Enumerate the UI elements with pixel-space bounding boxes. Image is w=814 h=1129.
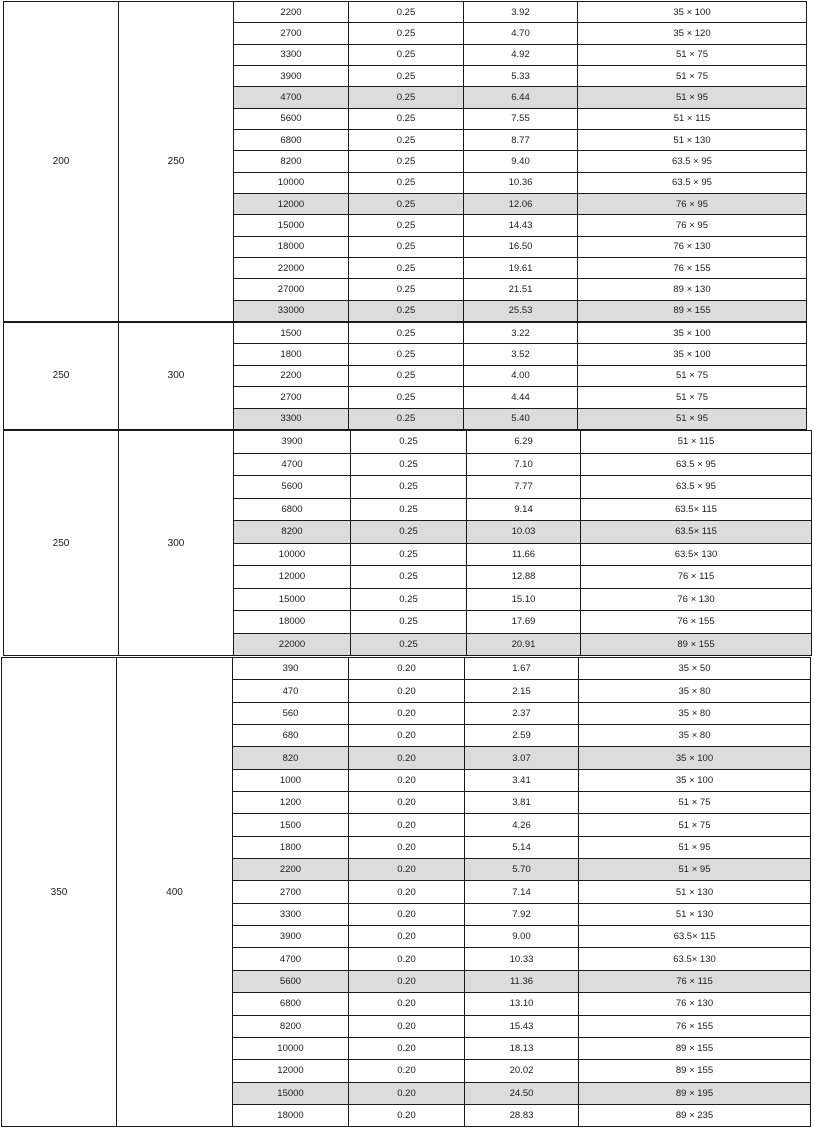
- table-cell: 5.40: [464, 408, 578, 429]
- group-value-2: 300: [119, 431, 234, 656]
- table-cell: 20.91: [467, 633, 581, 656]
- table-cell: 51 × 75: [578, 387, 807, 408]
- table-cell: 89 × 235: [579, 1104, 811, 1126]
- table-cell: 0.25: [351, 431, 467, 454]
- group-value-1: 200: [4, 2, 119, 322]
- table-cell: 24.50: [465, 1082, 579, 1104]
- table-cell: 0.20: [349, 1015, 465, 1037]
- table-cell: 0.20: [349, 680, 465, 702]
- table-cell: 14.43: [464, 215, 578, 236]
- table-cell: 7.77: [467, 476, 581, 499]
- table-cell: 35 × 100: [579, 747, 811, 769]
- table-cell: 1000: [233, 769, 349, 791]
- table-cell: 0.25: [349, 151, 464, 172]
- table-cell: 0.25: [349, 2, 464, 23]
- table-cell: 0.25: [349, 129, 464, 150]
- table-cell: 9.00: [465, 926, 579, 948]
- table-cell: 3300: [234, 44, 349, 65]
- table-cell: 10.33: [465, 948, 579, 970]
- table-cell: 51 × 115: [581, 431, 812, 454]
- group-value-2: 300: [119, 323, 234, 430]
- table-cell: 17.69: [467, 611, 581, 634]
- table-cell: 1200: [233, 792, 349, 814]
- table-cell: 76 × 115: [579, 970, 811, 992]
- table-cell: 0.20: [349, 859, 465, 881]
- table-cell: 13.10: [465, 993, 579, 1015]
- table-block: [3, 322, 807, 430]
- table-cell: 2700: [234, 387, 349, 408]
- table-cell: 0.25: [349, 365, 464, 386]
- table-cell: 3300: [234, 408, 349, 429]
- table-cell: 11.36: [465, 970, 579, 992]
- table-cell: 0.20: [349, 814, 465, 836]
- table-cell: 12000: [233, 1060, 349, 1082]
- table-cell: 12000: [234, 566, 351, 589]
- table-cell: 63.5 × 95: [581, 476, 812, 499]
- table-cell: 3.41: [465, 769, 579, 791]
- table-cell: 7.14: [465, 881, 579, 903]
- table-cell: 76 × 115: [581, 566, 812, 589]
- table-cell: 0.20: [349, 903, 465, 925]
- table-cell: 76 × 155: [581, 611, 812, 634]
- table-cell: 0.20: [349, 725, 465, 747]
- table-cell: 2.37: [465, 702, 579, 724]
- table-cell: 10.36: [464, 172, 578, 193]
- table-cell: 4700: [234, 87, 349, 108]
- table-cell: 18000: [233, 1104, 349, 1126]
- table-cell: 51 × 75: [578, 365, 807, 386]
- table-cell: 18000: [234, 236, 349, 257]
- table-cell: 51 × 130: [578, 129, 807, 150]
- table-cell: 89 × 155: [578, 300, 807, 321]
- table-cell: 2.59: [465, 725, 579, 747]
- table-cell: 3900: [233, 926, 349, 948]
- table-cell: 0.20: [349, 993, 465, 1015]
- table-cell: 1800: [234, 344, 349, 365]
- table-cell: 35 × 100: [579, 769, 811, 791]
- table-cell: 2700: [234, 23, 349, 44]
- table-cell: 9.40: [464, 151, 578, 172]
- table-cell: 22000: [234, 257, 349, 278]
- table-cell: 1800: [233, 836, 349, 858]
- table-cell: 8.77: [464, 129, 578, 150]
- table-cell: 4.92: [464, 44, 578, 65]
- table-cell: 0.25: [351, 476, 467, 499]
- table-cell: 470: [233, 680, 349, 702]
- table-cell: 20.02: [465, 1060, 579, 1082]
- table-block: [3, 430, 812, 656]
- table-cell: 35 × 100: [578, 344, 807, 365]
- table-cell: 0.20: [349, 1037, 465, 1059]
- table-cell: 51 × 130: [579, 903, 811, 925]
- table-cell: 820: [233, 747, 349, 769]
- group-value-1: 250: [4, 323, 119, 430]
- group-value-2: 400: [117, 658, 233, 1127]
- table-cell: 0.20: [349, 1060, 465, 1082]
- table-cell: 6800: [234, 498, 351, 521]
- table-cell: 76 × 130: [578, 236, 807, 257]
- table-cell: 6800: [233, 993, 349, 1015]
- table-cell: 0.25: [351, 588, 467, 611]
- table-cell: 0.25: [349, 408, 464, 429]
- table-cell: 27000: [234, 279, 349, 300]
- table-cell: 12.88: [467, 566, 581, 589]
- table-cell: 33000: [234, 300, 349, 321]
- table-cell: 51 × 75: [579, 792, 811, 814]
- table-cell: 89 × 155: [579, 1060, 811, 1082]
- table-cell: 7.55: [464, 108, 578, 129]
- table-cell: 4700: [233, 948, 349, 970]
- table-cell: 0.25: [349, 65, 464, 86]
- table-cell: 0.25: [349, 300, 464, 321]
- table-cell: 15000: [234, 215, 349, 236]
- table-cell: 4.70: [464, 23, 578, 44]
- table-cell: 12000: [234, 193, 349, 214]
- table-cell: 0.25: [349, 108, 464, 129]
- table-cell: 10000: [233, 1037, 349, 1059]
- table-row: [4, 2, 807, 23]
- table-block: [1, 657, 811, 1127]
- table-cell: 89 × 155: [581, 633, 812, 656]
- table-cell: 0.25: [349, 387, 464, 408]
- table-cell: 0.25: [349, 172, 464, 193]
- table-cell: 3300: [233, 903, 349, 925]
- table-cell: 10000: [234, 172, 349, 193]
- table-cell: 51 × 95: [578, 87, 807, 108]
- table-cell: 89 × 155: [579, 1037, 811, 1059]
- table-cell: 51 × 75: [578, 65, 807, 86]
- table-cell: 15.10: [467, 588, 581, 611]
- table-cell: 76 × 130: [581, 588, 812, 611]
- table-cell: 11.66: [467, 543, 581, 566]
- table-cell: 2700: [233, 881, 349, 903]
- table-cell: 63.5× 115: [579, 926, 811, 948]
- table-cell: 3.22: [464, 323, 578, 344]
- table-cell: 0.20: [349, 702, 465, 724]
- table-cell: 76 × 155: [579, 1015, 811, 1037]
- table-row: [2, 658, 811, 680]
- table-cell: 63.5× 130: [579, 948, 811, 970]
- table-cell: 4700: [234, 453, 351, 476]
- table-cell: 5600: [234, 476, 351, 499]
- table-cell: 35 × 120: [578, 23, 807, 44]
- table-cell: 28.83: [465, 1104, 579, 1126]
- table-cell: 680: [233, 725, 349, 747]
- table-cell: 0.20: [349, 1104, 465, 1126]
- table-cell: 3.07: [465, 747, 579, 769]
- table-cell: 5.70: [465, 859, 579, 881]
- table-cell: 0.25: [349, 87, 464, 108]
- table-cell: 63.5 × 95: [578, 151, 807, 172]
- table-cell: 51 × 130: [579, 881, 811, 903]
- table-cell: 0.25: [349, 279, 464, 300]
- group-value-1: 250: [4, 431, 119, 656]
- table-cell: 0.20: [349, 926, 465, 948]
- table-cell: 4.26: [465, 814, 579, 836]
- table-cell: 4.44: [464, 387, 578, 408]
- table-row: [4, 431, 812, 454]
- table-cell: 12.06: [464, 193, 578, 214]
- table-cell: 51 × 75: [578, 44, 807, 65]
- table-cell: 0.25: [351, 521, 467, 544]
- table-cell: 0.20: [349, 769, 465, 791]
- table-cell: 35 × 100: [578, 2, 807, 23]
- table-cell: 3.92: [464, 2, 578, 23]
- table-cell: 10000: [234, 543, 351, 566]
- table-cell: 15000: [234, 588, 351, 611]
- table-cell: 0.25: [351, 543, 467, 566]
- table-cell: 1500: [233, 814, 349, 836]
- table-cell: 51 × 95: [579, 859, 811, 881]
- table-cell: 0.25: [351, 633, 467, 656]
- table-cell: 7.10: [467, 453, 581, 476]
- table-cell: 25.53: [464, 300, 578, 321]
- table-cell: 4.00: [464, 365, 578, 386]
- table-cell: 63.5× 115: [581, 498, 812, 521]
- table-cell: 51 × 95: [579, 836, 811, 858]
- table-cell: 8200: [234, 151, 349, 172]
- table-cell: 89 × 130: [578, 279, 807, 300]
- table-cell: 5.33: [464, 65, 578, 86]
- table-cell: 0.25: [351, 566, 467, 589]
- table-cell: 63.5 × 95: [578, 172, 807, 193]
- table-cell: 0.20: [349, 970, 465, 992]
- table-cell: 76 × 155: [578, 257, 807, 278]
- table-cell: 51 × 115: [578, 108, 807, 129]
- table-cell: 15000: [233, 1082, 349, 1104]
- table-cell: 63.5 × 95: [581, 453, 812, 476]
- table-cell: 35 × 100: [578, 323, 807, 344]
- table-cell: 35 × 50: [579, 658, 811, 680]
- table-cell: 8200: [233, 1015, 349, 1037]
- table-cell: 1.67: [465, 658, 579, 680]
- table-cell: 6800: [234, 129, 349, 150]
- table-block: [3, 1, 807, 322]
- table-cell: 5.14: [465, 836, 579, 858]
- table-cell: 1500: [234, 323, 349, 344]
- table-cell: 3.81: [465, 792, 579, 814]
- table-cell: 35 × 80: [579, 702, 811, 724]
- table-cell: 76 × 95: [578, 193, 807, 214]
- table-cell: 16.50: [464, 236, 578, 257]
- table-cell: 3.52: [464, 344, 578, 365]
- table-cell: 2200: [233, 859, 349, 881]
- table-cell: 22000: [234, 633, 351, 656]
- table-cell: 51 × 75: [579, 814, 811, 836]
- table-cell: 2.15: [465, 680, 579, 702]
- table-cell: 0.20: [349, 948, 465, 970]
- table-cell: 63.5× 115: [581, 521, 812, 544]
- table-cell: 51 × 95: [578, 408, 807, 429]
- table-cell: 0.20: [349, 747, 465, 769]
- table-cell: 0.25: [349, 193, 464, 214]
- table-cell: 5600: [234, 108, 349, 129]
- table-cell: 0.25: [349, 23, 464, 44]
- table-cell: 8200: [234, 521, 351, 544]
- table-cell: 0.25: [349, 323, 464, 344]
- group-value-2: 250: [119, 2, 234, 322]
- table-cell: 3900: [234, 65, 349, 86]
- table-cell: 19.61: [464, 257, 578, 278]
- table-cell: 2200: [234, 2, 349, 23]
- table-cell: 0.20: [349, 1082, 465, 1104]
- table-cell: 0.20: [349, 881, 465, 903]
- table-cell: 0.25: [349, 344, 464, 365]
- table-cell: 390: [233, 658, 349, 680]
- table-cell: 6.29: [467, 431, 581, 454]
- table-cell: 89 × 195: [579, 1082, 811, 1104]
- table-cell: 6.44: [464, 87, 578, 108]
- table-cell: 560: [233, 702, 349, 724]
- table-cell: 0.25: [349, 257, 464, 278]
- table-cell: 76 × 95: [578, 215, 807, 236]
- table-cell: 0.20: [349, 836, 465, 858]
- table-cell: 0.20: [349, 658, 465, 680]
- table-cell: 18.13: [465, 1037, 579, 1059]
- table-cell: 15.43: [465, 1015, 579, 1037]
- table-cell: 0.25: [349, 215, 464, 236]
- group-value-1: 350: [2, 658, 117, 1127]
- table-cell: 21.51: [464, 279, 578, 300]
- table-row: [4, 323, 807, 344]
- table-cell: 5600: [233, 970, 349, 992]
- table-cell: 76 × 130: [579, 993, 811, 1015]
- table-cell: 7.92: [465, 903, 579, 925]
- table-cell: 18000: [234, 611, 351, 634]
- table-cell: 35 × 80: [579, 725, 811, 747]
- table-cell: 0.20: [349, 792, 465, 814]
- table-cell: 0.25: [349, 44, 464, 65]
- table-cell: 63.5× 130: [581, 543, 812, 566]
- table-cell: 3900: [234, 431, 351, 454]
- table-cell: 2200: [234, 365, 349, 386]
- table-cell: 0.25: [351, 453, 467, 476]
- table-cell: 0.25: [349, 236, 464, 257]
- table-cell: 10.03: [467, 521, 581, 544]
- table-cell: 35 × 80: [579, 680, 811, 702]
- table-cell: 0.25: [351, 611, 467, 634]
- table-cell: 9.14: [467, 498, 581, 521]
- table-cell: 0.25: [351, 498, 467, 521]
